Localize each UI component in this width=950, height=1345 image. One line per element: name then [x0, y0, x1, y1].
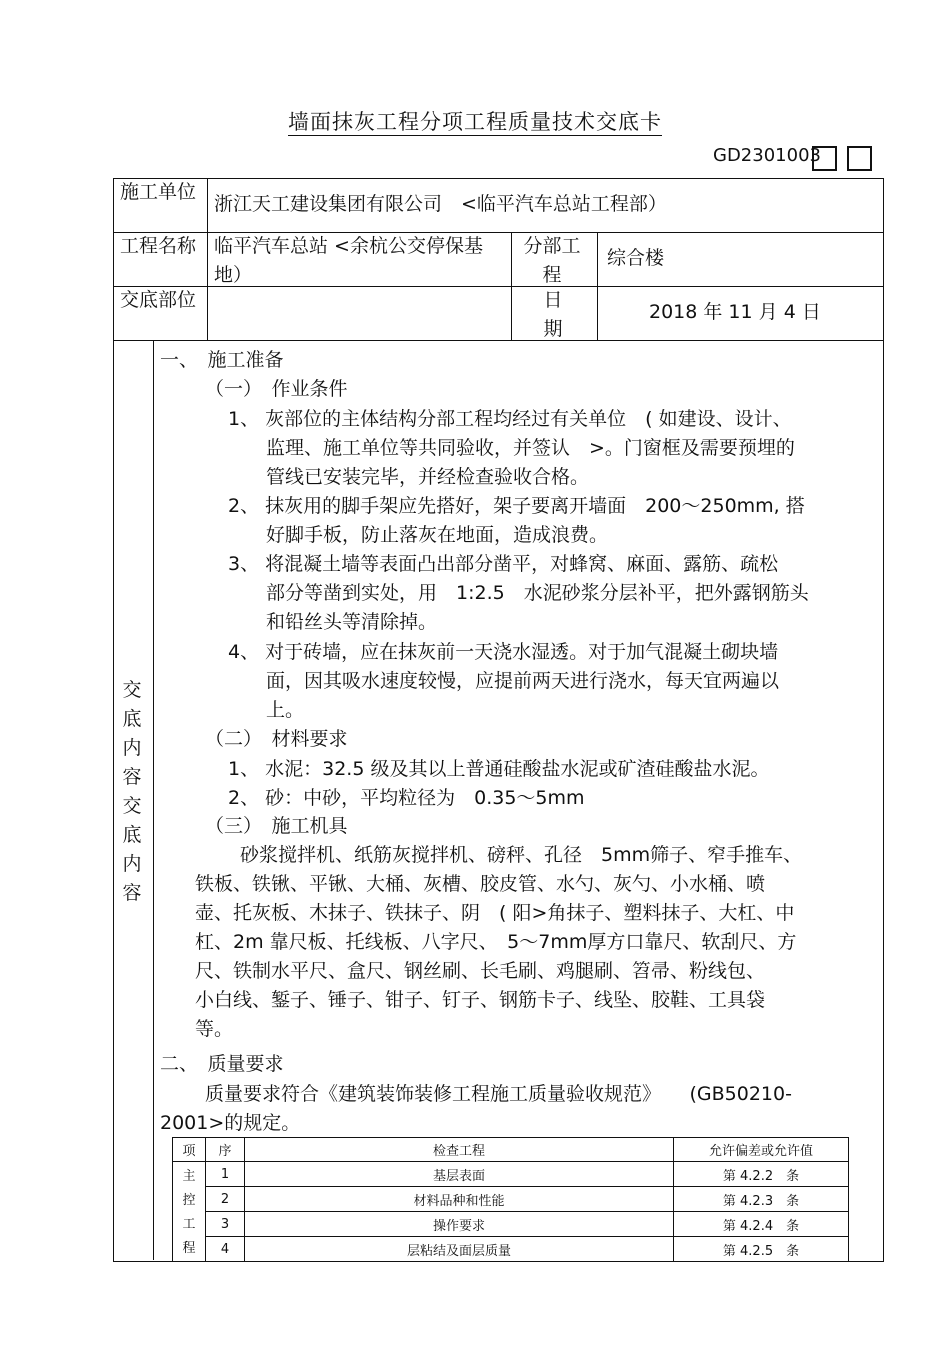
body-text-line: 杠、2m 靠尺板、托线板、八字尺、 5～7mm厚方口靠尺、软刮尺、方 [195, 931, 797, 953]
body-text-line: 2、 砂：中砂，平均粒径为 0.35～5mm [228, 787, 585, 809]
section-heading: 一、 施工准备 [160, 349, 284, 371]
sub-project-label: 分部工程 [523, 235, 581, 286]
divider [207, 178, 208, 340]
body-text-line: 1、 水泥：32.5 级及其以上普通硅酸盐水泥或矿渣硅酸盐水泥。 [228, 758, 770, 780]
body-text-line: 小白线、錾子、锤子、钳子、钉子、钢筋卡子、线坠、胶鞋、工具袋 [195, 989, 766, 1011]
subsection-heading: （一） 作业条件 [205, 378, 348, 400]
col-header: 序 [206, 1138, 245, 1162]
unit-value: 浙江天工建设集团有限公司 <临平汽车总站工程部） [214, 193, 667, 215]
check-item: 基层表面 [245, 1162, 674, 1187]
check-item: 层粘结及面层质量 [245, 1237, 674, 1262]
document-code: GD2301003 [713, 145, 821, 166]
body-text-line: 上。 [266, 699, 305, 721]
section-heading: 二、 质量要求 [160, 1053, 284, 1075]
subsection-heading: （三） 施工机具 [205, 815, 348, 837]
sub-project-value: 综合楼 [607, 247, 665, 269]
body-text-line: 铁板、铁锹、平锹、大桶、灰槽、胶皮管、水勺、灰勺、小水桶、喷 [195, 873, 766, 895]
table-row [173, 1212, 849, 1237]
divider [153, 340, 154, 1260]
tolerance: 第 4.2.3 条 [674, 1187, 849, 1212]
col-header: 检查工程 [245, 1138, 674, 1162]
divider [113, 340, 883, 341]
body-text-line: 2001>的规定。 [160, 1112, 301, 1134]
row-number: 2 [206, 1187, 245, 1212]
subsection-heading: （二） 材料要求 [205, 728, 348, 750]
part-label: 交底部位 [119, 289, 196, 311]
body-text-line: 质量要求符合《建筑装饰装修工程施工质量验收规范》 (GB50210- [205, 1083, 792, 1105]
table-header-row [173, 1138, 849, 1162]
unit-label: 施工单位 [119, 181, 196, 203]
code-checkbox[interactable] [847, 146, 872, 171]
code-box-small [812, 146, 837, 171]
project-value: 临平汽车总站 <余杭公交停保基地） [214, 235, 483, 286]
body-text-line: 好脚手板，防止落灰在地面，造成浪费。 [266, 524, 609, 546]
side-label: 交底内容交底内容 [122, 679, 142, 904]
body-text-line: 砂浆搅拌机、纸筋灰搅拌机、磅秤、孔径 5mm筛子、窄手推车、 [240, 844, 803, 866]
tolerance: 第 4.2.4 条 [674, 1212, 849, 1237]
body-text-line: 部分等凿到实处，用 1:2.5 水泥砂浆分层补平，把外露钢筋头 [266, 582, 809, 604]
date-value: 2018 年 11 月 4 日 [649, 301, 821, 323]
divider [511, 232, 512, 340]
table-row [173, 1237, 849, 1262]
row-number: 3 [206, 1212, 245, 1237]
body-text-line: 3、 将混凝土墙等表面凸出部分凿平，对蜂窝、麻面、露筋、疏松 [228, 553, 779, 575]
divider [597, 232, 598, 340]
body-text-line: 尺、铁制水平尺、盒尺、钢丝刷、长毛刷、鸡腿刷、笤帚、粉线包、 [195, 960, 766, 982]
quality-table [172, 1137, 849, 1262]
col-header: 项 [173, 1138, 206, 1162]
check-item: 操作要求 [245, 1212, 674, 1237]
tolerance: 第 4.2.2 条 [674, 1162, 849, 1187]
table-row [173, 1162, 849, 1187]
check-item: 材料品种和性能 [245, 1187, 674, 1212]
category-label: 主控工程 [182, 1169, 196, 1256]
category-cell [173, 1162, 206, 1262]
tolerance: 第 4.2.5 条 [674, 1237, 849, 1262]
body-text-line: 4、 对于砖墙，应在抹灰前一天浇水湿透。对于加气混凝土砌块墙 [228, 641, 779, 663]
body-text-line: 管线已安装完毕，并经检查验收合格。 [266, 466, 590, 488]
date-label: 日期 [543, 289, 563, 340]
document-title: 墙面抹灰工程分项工程质量技术交底卡 [288, 110, 662, 134]
row-number: 1 [206, 1162, 245, 1187]
body-text-line: 等。 [195, 1018, 234, 1040]
body-text-line: 监理、施工单位等共同验收，并签认 >。门窗框及需要预埋的 [266, 437, 795, 459]
project-label: 工程名称 [119, 235, 196, 257]
body-text-line: 2、 抹灰用的脚手架应先搭好，架子要离开墙面 200～250mm, 搭 [228, 495, 805, 517]
body-text-line: 1、 灰部位的主体结构分部工程均经过有关单位 ( 如建设、设计、 [228, 408, 792, 430]
col-header: 允许偏差或允许值 [674, 1138, 849, 1162]
row-number: 4 [206, 1237, 245, 1262]
table-row [173, 1187, 849, 1212]
body-text-line: 面，因其吸水速度较慢，应提前两天进行浇水，每天宜两遍以 [266, 670, 780, 692]
body-text-line: 壶、托灰板、木抹子、铁抹子、阴 ( 阳>角抹子、塑料抹子、大杠、中 [195, 902, 795, 924]
body-text-line: 和铅丝头等清除掉。 [266, 611, 438, 633]
